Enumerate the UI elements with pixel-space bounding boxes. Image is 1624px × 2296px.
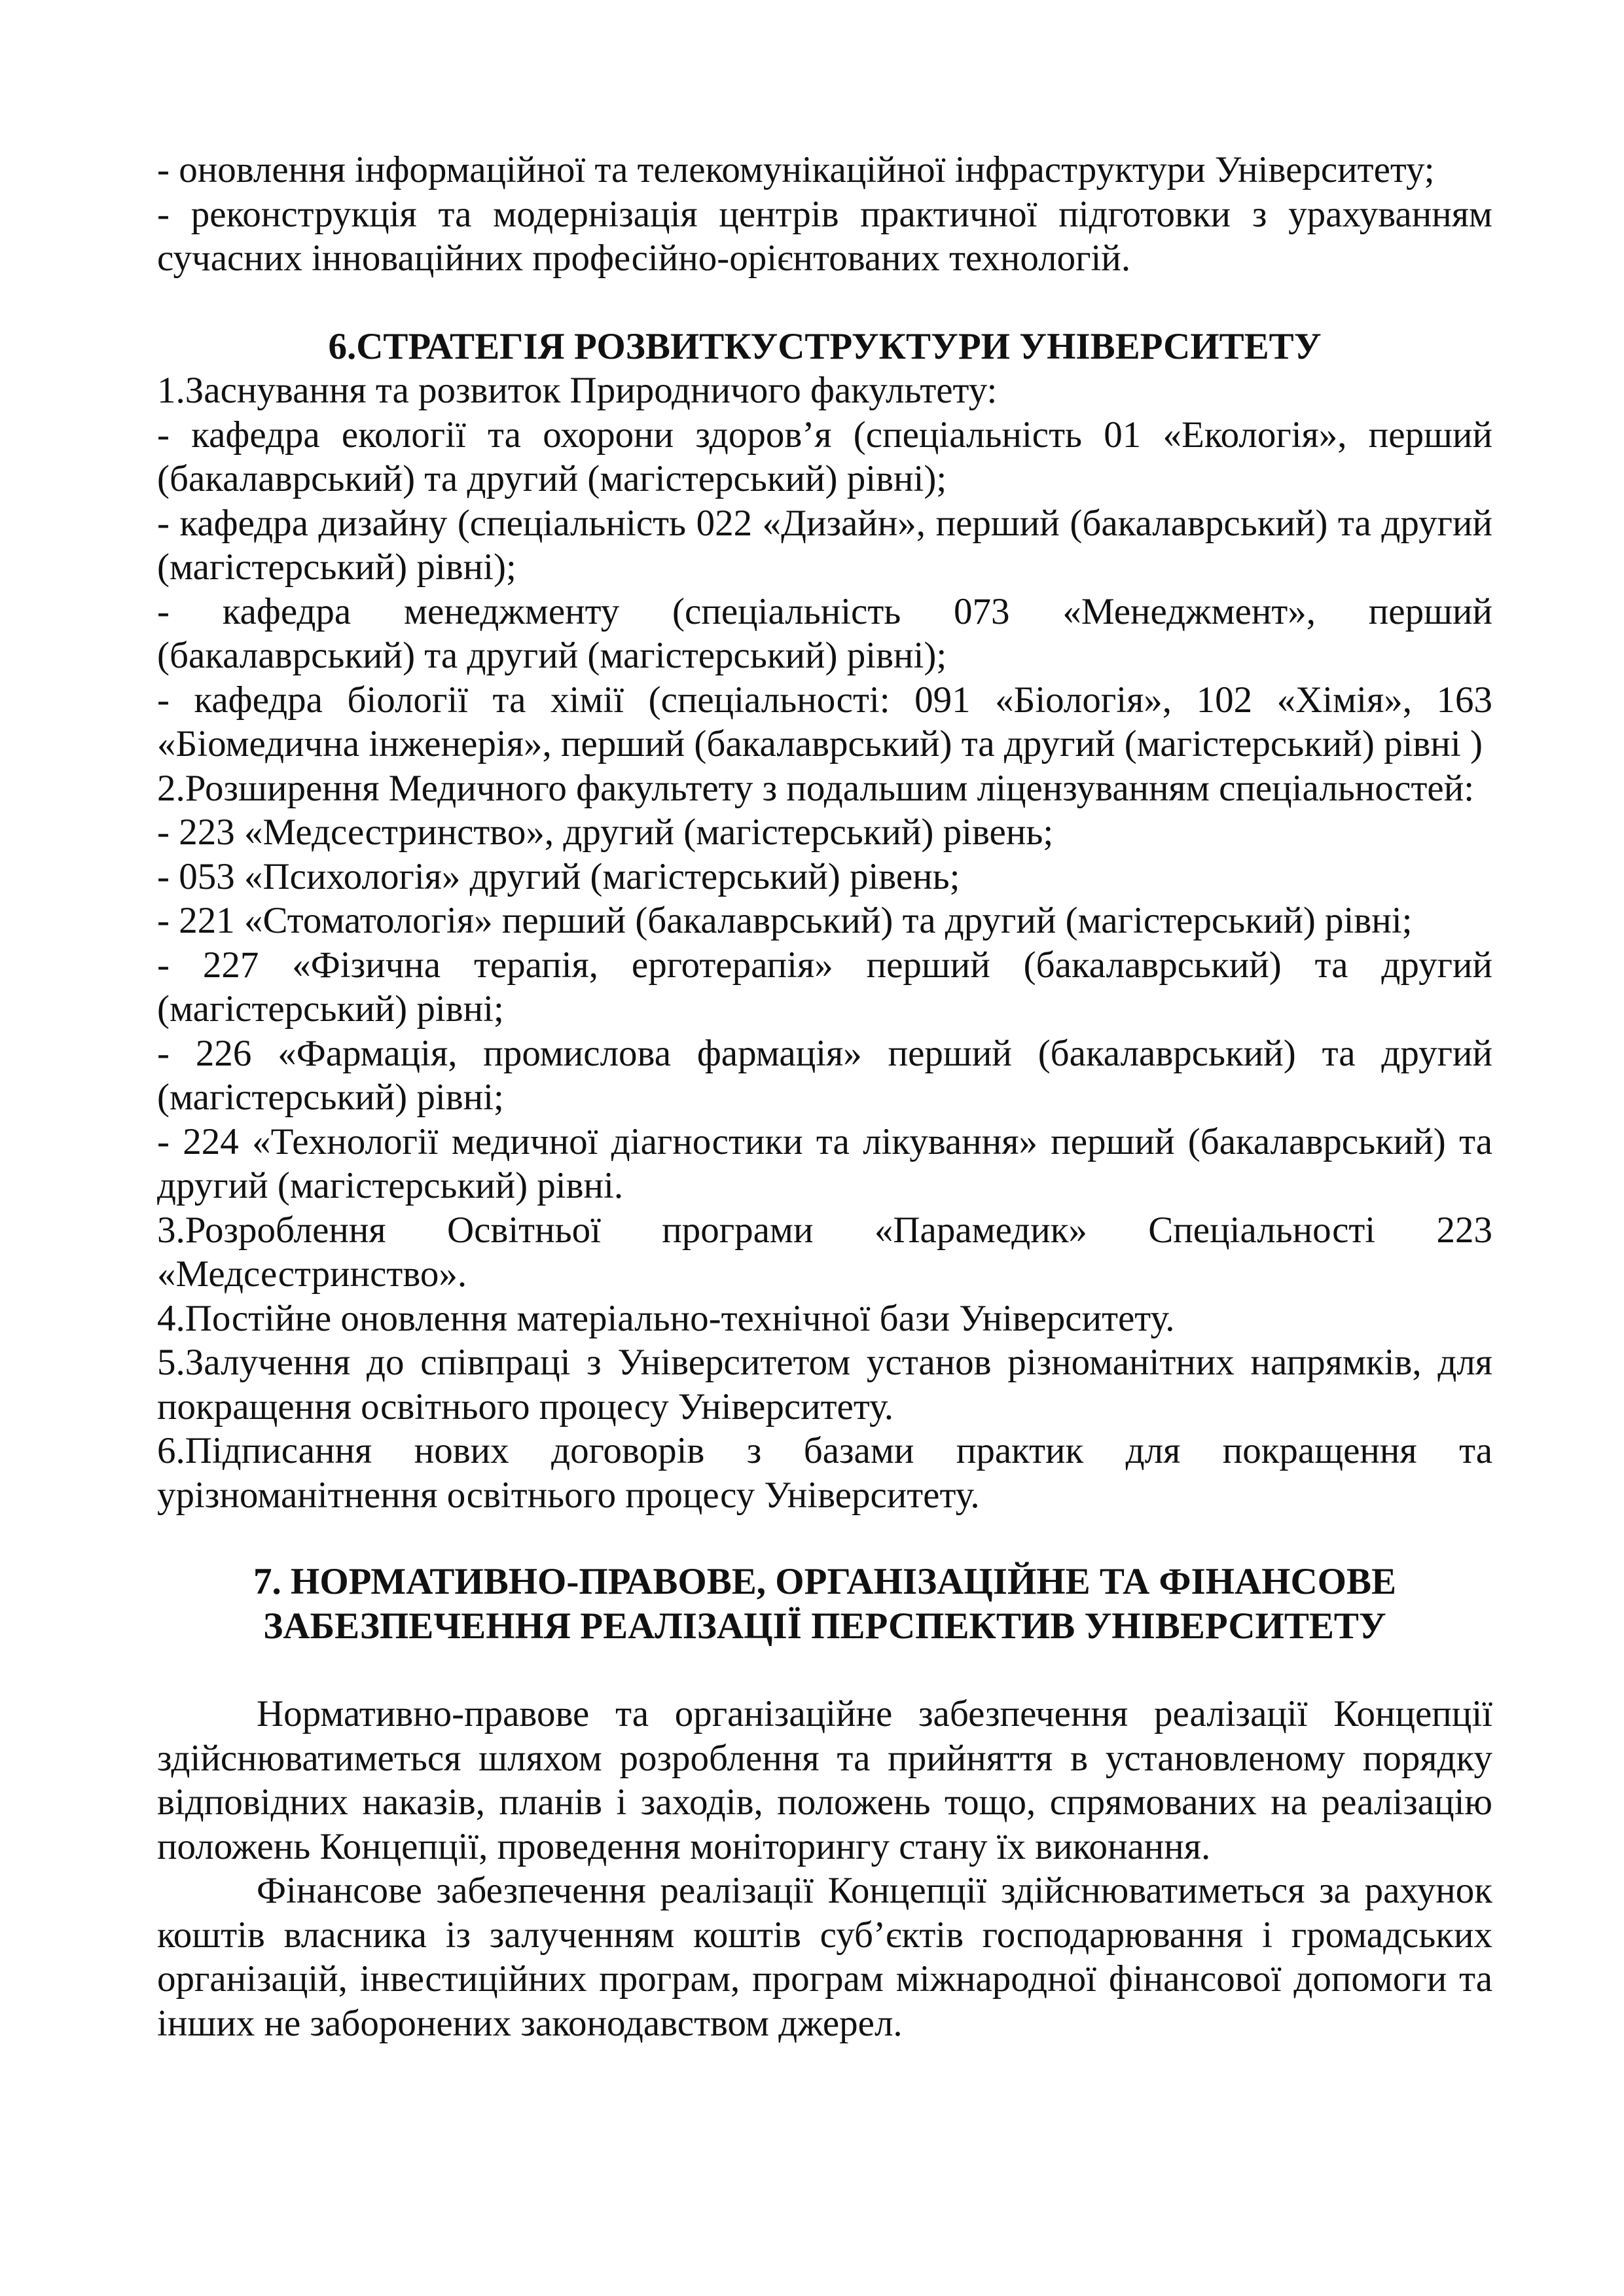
section-6-item: - 226 «Фармація, промислова фармація» перший (бакалаврський) та другий (магістерський) рівні; [157, 1032, 1492, 1118]
section-6-item: - 053 «Психологія» другий (магістерський) рівень; [157, 855, 960, 897]
spacer [157, 1517, 1492, 1560]
section-6-item: - 227 «Фізична терапія, ерготерапія» перший (бакалаврський) та другий (магістерський) рівні; [157, 944, 1492, 1030]
section-6-item: 4.Постійне оновлення матеріально-технічної бази Університету. [157, 1297, 1175, 1339]
section-6-item: - 221 «Стоматологія» перший (бакалаврський) та другий (магістерський) рівні; [157, 900, 1413, 941]
document-page [157, 148, 1492, 2045]
section-6-item: 6.Підписання нових договорів з базами практик для покращення та урізноманітнення освітнього процесу Університету. [157, 1430, 1492, 1516]
section-6-item: - кафедра менеджменту (спеціальність 073 «Менеджмент», перший (бакалаврський) та другий (магістерський) рівні); [157, 590, 1492, 676]
section-6-item: - кафедра екології та охорони здоров’я (спеціальність 01 «Екологія», перший (бакалаврський) та другий (магістерський) рівні); [157, 414, 1492, 499]
spacer [157, 281, 1492, 325]
section-7-heading-line-1: 7. НОРМАТИВНО-ПРАВОВЕ, ОРГАНІЗАЦІЙНЕ ТА ФІНАНСОВЕ [253, 1561, 1396, 1602]
intro-item: - оновлення інформаційної та телекомунікаційної інфраструктури Університету; [157, 149, 1435, 190]
section-6-item: - кафедра дизайну (спеціальність 022 «Дизайн», перший (бакалаврський) та другий (магістерський) рівні); [157, 502, 1492, 588]
section-6-item: - кафедра біології та хімії (спеціальності: 091 «Біологія», 102 «Хімія», 163 «Біомедична інженерія», перший (бакалаврський) та другий (магістерський) рівні ) [157, 679, 1492, 764]
intro-item: - реконструкція та модернізація центрів практичної підготовки з урахуванням сучасних інноваційних професійно-орієнтованих технологій. [157, 193, 1492, 279]
spacer [157, 1648, 1492, 1692]
section-7-heading-line-2: ЗАБЕЗПЕЧЕННЯ РЕАЛІЗАЦІЇ ПЕРСПЕКТИВ УНІВЕРСИТЕТУ [263, 1605, 1386, 1647]
section-7-paragraph: Нормативно-правове та організаційне забезпечення реалізації Концепції здійснюватиметься шляхом розроблення та прийняття в установленому порядку відповідних наказів, планів і заходів, положень тощо, спрямованих на реалізацію положень Концепції, проведення моніторингу стану їх виконання. [157, 1693, 1492, 1867]
section-7-paragraph: Фінансове забезпечення реалізації Концепції здійснюватиметься за рахунок коштів власника із залученням коштів суб’єктів господарювання і громадських організацій, інвестиційних програм, програм міжнародної фінансової допомоги та інших не заборонених законодавством джерел. [157, 1870, 1492, 2044]
section-6-item: 2.Розширення Медичного факультету з подальшим ліцензуванням спеціальностей: [157, 767, 1475, 809]
section-6-item: 5.Залучення до співпраці з Університетом установ різноманітних напрямків, для покращення освітнього процесу Університету. [157, 1342, 1492, 1427]
section-6-heading: 6.СТРАТЕГІЯ РОЗВИТКУСТРУКТУРИ УНІВЕРСИТЕТУ [328, 325, 1322, 367]
section-6-item: - 223 «Медсестринство», другий (магістерський) рівень; [157, 812, 1054, 853]
section-6-item: - 224 «Технології медичної діагностики та лікування» перший (бакалаврський) та другий (магістерський) рівні. [157, 1121, 1492, 1206]
section-6-item: 3.Розроблення Освітньої програми «Парамедик» Спеціальності 223 «Медсестринство». [157, 1209, 1492, 1295]
section-6-item: 1.Заснування та розвиток Природничого факультету: [157, 370, 998, 411]
